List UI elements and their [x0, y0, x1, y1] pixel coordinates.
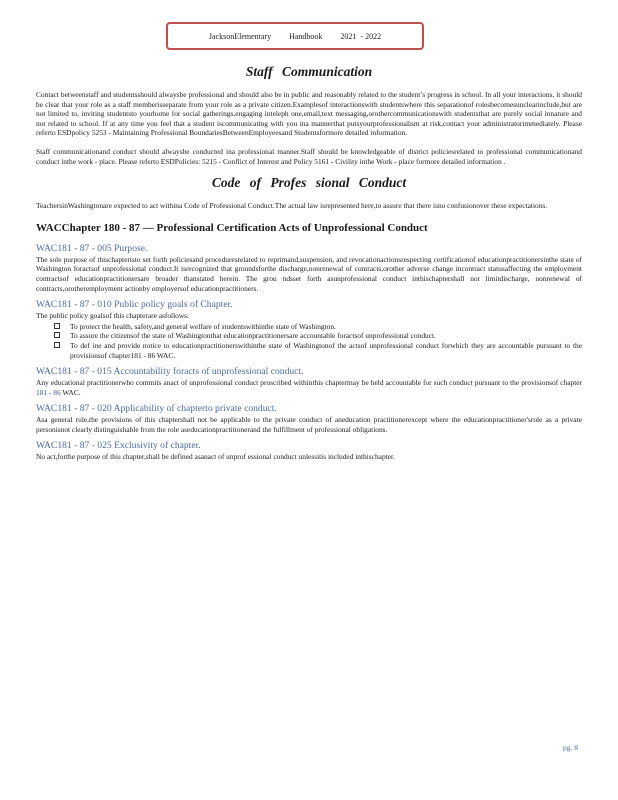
wac-020-body: Asa general rule,the provisions of this chaptershall not be applicable to the private conduct of aneducation practitionerexcept where the educationpractitioner'srole as a private personisnot clearly distinguishable from the role aseducationpractitionerand the fulfillment of professional obligations. — [36, 415, 582, 434]
header-year: 2021 - 2022 — [340, 31, 382, 41]
page-number: pg. 8 — [563, 743, 578, 752]
wac-020-heading: WAC181 - 87 - 020 Applicability of chapterto private conduct. — [36, 403, 277, 415]
checkbox-bullet-icon — [54, 323, 60, 329]
wac-010-heading: WAC181 - 87 - 010 Public policy goals of Chapter. — [36, 299, 233, 311]
wac-005-body: The sole purpose of thischapteristo set forth policiesand proceduresrelated to reprimand,suspension, and revocationactionsrespecting certificationof educationpractitionersinthe state of Washington foractsof unprofessional conduct.It isrecognized that groundsforthe discharge,nonrenewal of contracts,orother adverse change incontract statusaffecting the employment contractsof educationpractitionersare broader thanstated herein. The grou ndsset forth asunprofessional conduct inthischaptershall not limitdischarge, nonrenewal of contracts,orotheremployment actionby employersof educationpractitioners. — [36, 254, 582, 293]
staff-communication-paragraph-2: Staff communicationand conduct should alwaysbe conducted ina professional manner.Staff should be knowledgeable of district policiesrelated to professional communicationand conduct inthe work - place. Please referto ESDPolicies: 5215 - Conflict of Interest and Policy 5161 - Civility inthe Work - place formore detailed information . — [36, 146, 582, 166]
header-school: JacksonElementary — [208, 31, 272, 41]
wac-chapter-heading: WACChapter 180 - 87 — Professional Certification Acts of Unprofessional Conduct — [36, 221, 428, 234]
list-item: To def ine and provide notice to educationpractitionerswithinthe state of Washingtonof the actsof unprofessional conduct forwhich they are accountable pursuant to the provisionsof chapter181 - 86 WAC. — [36, 341, 582, 360]
checkbox-bullet-icon — [54, 342, 60, 348]
staff-communication-paragraph-1: Contact betweenstaff and studentsshould alwaysbe professional and should also be in public and reasonably related to the student’s progress in school. In all your interactions, it should be clear that your role as a staff memberisseparate from your role as a private citizen.Examplesof interactionswith studentswhere this separationof rolesbecomesunclearinclude,but are not limited to, inviting studentsto yourhome for social gatherings,engaging inteleph one,email,text messaging,orothercommunicationswith studentsthat are purely social innature and not related to school. If at any time you feel that a student iscommunicating with you ina mannerthat putsyourprofessionalism at risk,contact your administratorimmediately. Please referto ESDpolicy 5253 - Maintaining Professional BoundariesBetweenEmployeesand Studentsformore detailed information. — [36, 90, 582, 138]
page-content — [36, 62, 582, 463]
wac-025-body: No act,forthe purpose of this chapter,shall be defined asanact of unprof essional conduct unlessitis included inthischapter. — [36, 452, 395, 462]
list-item: To assure the citizensof the state of Washingtonthat educationpractitionersare accountable foractsof unprofessional conduct. — [36, 331, 582, 341]
staff-communication-heading: Staff Communication — [245, 64, 373, 79]
header-doc: Handbook — [289, 31, 323, 41]
wac-010-intro: The public policy goalsof this chapterare asfollows: — [36, 311, 190, 321]
wac-005-heading: WAC181 - 87 - 005 Purpose. — [36, 242, 148, 254]
header-banner — [166, 22, 424, 50]
list-item: To protect the health, safety,and general welfare of studentswithinthe state of Washington. — [36, 322, 582, 332]
wac-010-goals-list — [36, 322, 582, 360]
wac-015-heading: WAC181 - 87 - 015 Accountability foracts of unprofessional conduct. — [36, 366, 304, 378]
wac-181-86-link[interactable]: 181 - 86 — [36, 387, 61, 397]
code-of-conduct-paragraph: TeachersinWashingtonare expected to act withina Code of Professional Conduct.The actual law isrepresented here,to assure that there isno confusionover these expectations. — [36, 201, 548, 211]
wac-015-body: Any educational practitionerwho commits anact of unprofessional conduct proscribed withinthis chaptermay be held accountable for such conduct pursuant to the provisionsof chapter 181 - 86 WAC. — [36, 378, 582, 397]
wac-025-heading: WAC181 - 87 - 025 Exclusivity of chapter. — [36, 440, 201, 452]
code-of-conduct-heading: Code of Profes sional Conduct — [211, 175, 407, 191]
checkbox-bullet-icon — [54, 332, 60, 338]
